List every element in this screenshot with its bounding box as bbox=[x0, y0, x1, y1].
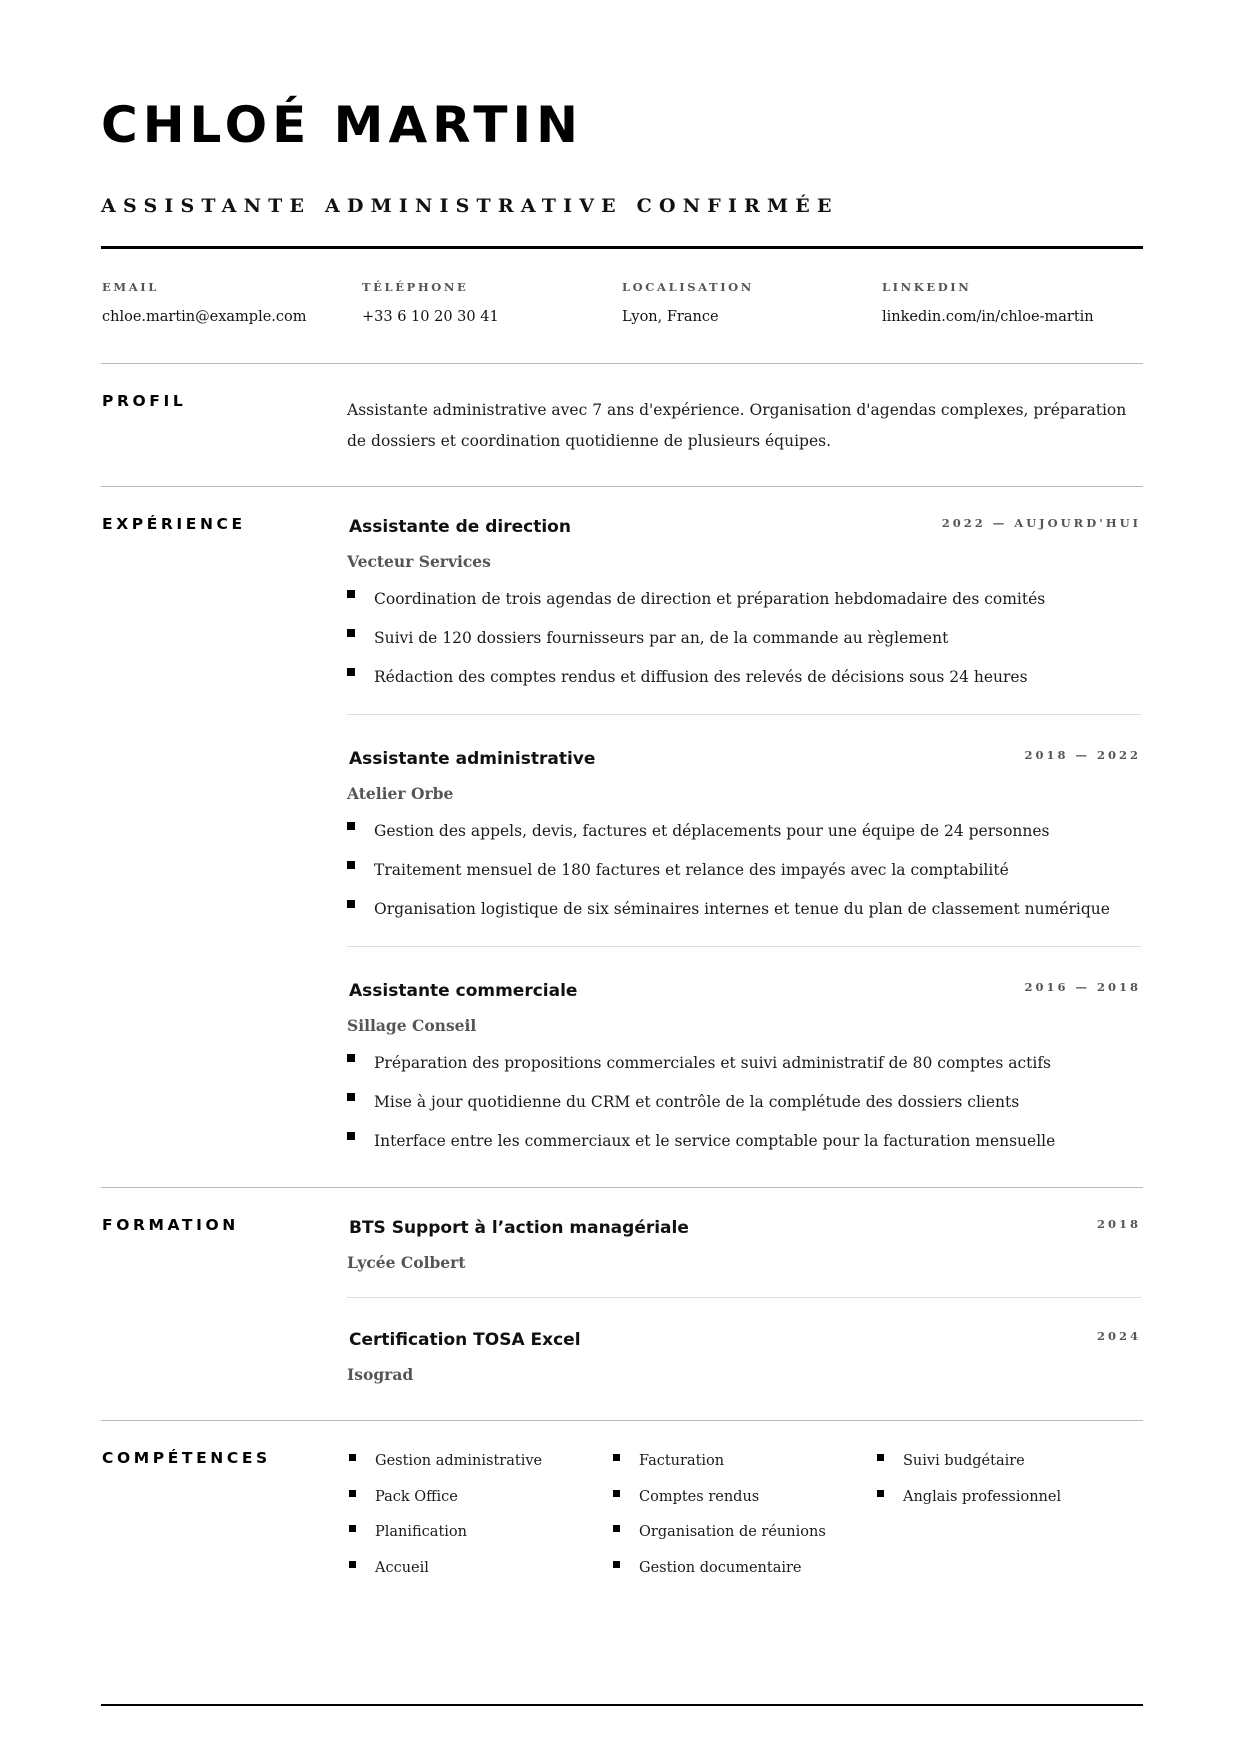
job-dates: 2018 — 2022 bbox=[1024, 748, 1141, 762]
list-item bbox=[347, 824, 1110, 863]
skills-column bbox=[875, 1454, 1139, 1525]
skill-label: Gestion administrative bbox=[375, 1453, 543, 1469]
education-heading: FORMATION bbox=[102, 1216, 239, 1234]
bullet-square-icon bbox=[613, 1454, 620, 1461]
skill-label: Pack Office bbox=[375, 1488, 458, 1505]
skill-item bbox=[347, 1525, 611, 1561]
skills-column bbox=[611, 1454, 875, 1596]
list-item bbox=[347, 631, 1045, 670]
bullet-square-icon bbox=[877, 1454, 884, 1461]
contact-label: EMAIL bbox=[102, 280, 159, 294]
skill-label: Gestion documentaire bbox=[639, 1559, 802, 1576]
certification-year: 2024 bbox=[1096, 1329, 1141, 1343]
linkedin-value: linkedin.com/in/chloe-martin bbox=[882, 308, 1094, 325]
job-role: Assistante de direction bbox=[349, 517, 571, 537]
list-item bbox=[347, 902, 1110, 941]
bullet-square-icon bbox=[613, 1525, 620, 1532]
school-name: Lycée Colbert bbox=[347, 1253, 466, 1272]
bullet-text: Organisation logistique de six séminaires internes et tenue du plan de classement numérique bbox=[374, 900, 1110, 918]
email-value: chloe.martin@example.com bbox=[102, 308, 307, 325]
skill-item bbox=[875, 1490, 1139, 1526]
entry-divider bbox=[347, 714, 1141, 715]
job-role: Assistante commerciale bbox=[349, 981, 578, 1001]
bullet-square-icon bbox=[349, 1490, 356, 1497]
bullet-square-icon bbox=[347, 1132, 355, 1140]
bullet-text: Traitement mensuel de 180 factures et relance des impayés avec la comptabilité bbox=[374, 861, 1009, 879]
skill-item bbox=[611, 1454, 875, 1490]
bullet-text: Mise à jour quotidienne du CRM et contrôle de la complétude des dossiers clients bbox=[374, 1093, 1020, 1111]
degree-title: BTS Support à l’action managériale bbox=[349, 1218, 689, 1238]
bullet-square-icon bbox=[347, 1054, 355, 1062]
contact-label: LOCALISATION bbox=[622, 280, 754, 294]
bullet-square-icon bbox=[347, 590, 355, 598]
candidate-name: CHLOÉ MARTIN bbox=[101, 96, 583, 154]
skill-item bbox=[611, 1525, 875, 1561]
contact-linkedin bbox=[882, 282, 1142, 324]
skills-heading: COMPÉTENCES bbox=[102, 1449, 271, 1467]
bullet-text: Suivi de 120 dossiers fournisseurs par an, de la commande au règlement bbox=[374, 629, 949, 647]
skill-label: Comptes rendus bbox=[639, 1488, 760, 1505]
job-dates: 2022 — AUJOURD'HUI bbox=[941, 516, 1141, 530]
bullet-text: Coordination de trois agendas de direction et préparation hebdomadaire des comités bbox=[374, 590, 1046, 608]
bullet-text: Rédaction des comptes rendus et diffusion des relevés de décisions sous 24 heures bbox=[374, 668, 1028, 686]
contact-label: LINKEDIN bbox=[882, 280, 972, 294]
profile-text: Assistante administrative avec 7 ans d'expérience. Organisation d'agendas complexes, préparation de dossiers et coordination quotidienne de plusieurs équipes. bbox=[347, 401, 1127, 450]
skill-item bbox=[875, 1454, 1139, 1490]
certifier-name: Isograd bbox=[347, 1365, 414, 1384]
bullet-square-icon bbox=[349, 1561, 356, 1568]
experience-entry bbox=[347, 748, 1141, 918]
contact-label: TÉLÉPHONE bbox=[362, 280, 469, 294]
skill-item bbox=[611, 1561, 875, 1597]
footer-divider bbox=[101, 1704, 1143, 1706]
bullet-text: Interface entre les commerciaux et le service comptable pour la facturation mensuelle bbox=[374, 1132, 1056, 1150]
job-title: ASSISTANTE ADMINISTRATIVE CONFIRMÉE bbox=[101, 195, 839, 217]
contact-email bbox=[102, 282, 362, 324]
entry-divider bbox=[347, 1297, 1141, 1298]
location-value: Lyon, France bbox=[622, 308, 719, 325]
bullet-square-icon bbox=[347, 1093, 355, 1101]
certification-title: Certification TOSA Excel bbox=[349, 1330, 581, 1350]
list-item bbox=[347, 1095, 1055, 1134]
job-dates: 2016 — 2018 bbox=[1024, 980, 1141, 994]
experience-heading: EXPÉRIENCE bbox=[102, 515, 246, 533]
bullet-square-icon bbox=[877, 1490, 884, 1497]
skill-label: Facturation bbox=[639, 1453, 725, 1469]
company-name: Atelier Orbe bbox=[347, 784, 454, 803]
profile-heading: PROFIL bbox=[102, 392, 187, 410]
company-name: Vecteur Services bbox=[347, 552, 491, 571]
bullet-square-icon bbox=[347, 861, 355, 869]
skill-item bbox=[347, 1454, 611, 1490]
education-entry bbox=[347, 1217, 1141, 1280]
section-divider bbox=[101, 1187, 1143, 1188]
skill-label: Accueil bbox=[375, 1559, 429, 1576]
section-divider bbox=[101, 486, 1143, 487]
bullet-text: Préparation des propositions commerciales et suivi administratif de 80 comptes actifs bbox=[374, 1054, 1052, 1072]
contact-location bbox=[622, 282, 882, 324]
bullet-square-icon bbox=[613, 1490, 620, 1497]
bullet-square-icon bbox=[347, 668, 355, 676]
degree-year: 2018 bbox=[1096, 1217, 1141, 1231]
section-divider bbox=[101, 363, 1143, 364]
bullet-square-icon bbox=[349, 1525, 356, 1532]
skill-label: Planification bbox=[375, 1524, 467, 1540]
education-entry bbox=[347, 1329, 1141, 1392]
section-divider bbox=[101, 1420, 1143, 1421]
bullet-square-icon bbox=[347, 822, 355, 830]
entry-divider bbox=[347, 946, 1141, 947]
skill-label: Organisation de réunions bbox=[639, 1524, 826, 1540]
achievement-list bbox=[347, 824, 1110, 941]
experience-entry bbox=[347, 980, 1141, 1150]
bullet-text: Gestion des appels, devis, factures et déplacements pour une équipe de 24 personnes bbox=[374, 822, 1050, 840]
list-item bbox=[347, 592, 1045, 631]
phone-value: +33 6 10 20 30 41 bbox=[362, 308, 499, 325]
skills-column bbox=[347, 1454, 611, 1596]
skill-item bbox=[611, 1490, 875, 1526]
skill-item bbox=[347, 1561, 611, 1597]
list-item bbox=[347, 1134, 1055, 1173]
bullet-square-icon bbox=[347, 900, 355, 908]
list-item bbox=[347, 670, 1045, 709]
list-item bbox=[347, 863, 1110, 902]
experience-entry bbox=[347, 516, 1141, 686]
header-divider bbox=[101, 246, 1143, 249]
skill-label: Suivi budgétaire bbox=[903, 1453, 1025, 1469]
bullet-square-icon bbox=[349, 1454, 356, 1461]
skill-label: Anglais professionnel bbox=[903, 1488, 1062, 1505]
job-role: Assistante administrative bbox=[349, 749, 596, 769]
skill-item bbox=[347, 1490, 611, 1526]
contact-phone bbox=[362, 282, 622, 324]
bullet-square-icon bbox=[613, 1561, 620, 1568]
list-item bbox=[347, 1056, 1055, 1095]
bullet-square-icon bbox=[347, 629, 355, 637]
achievement-list bbox=[347, 1056, 1055, 1173]
company-name: Sillage Conseil bbox=[347, 1016, 477, 1035]
achievement-list bbox=[347, 592, 1045, 709]
